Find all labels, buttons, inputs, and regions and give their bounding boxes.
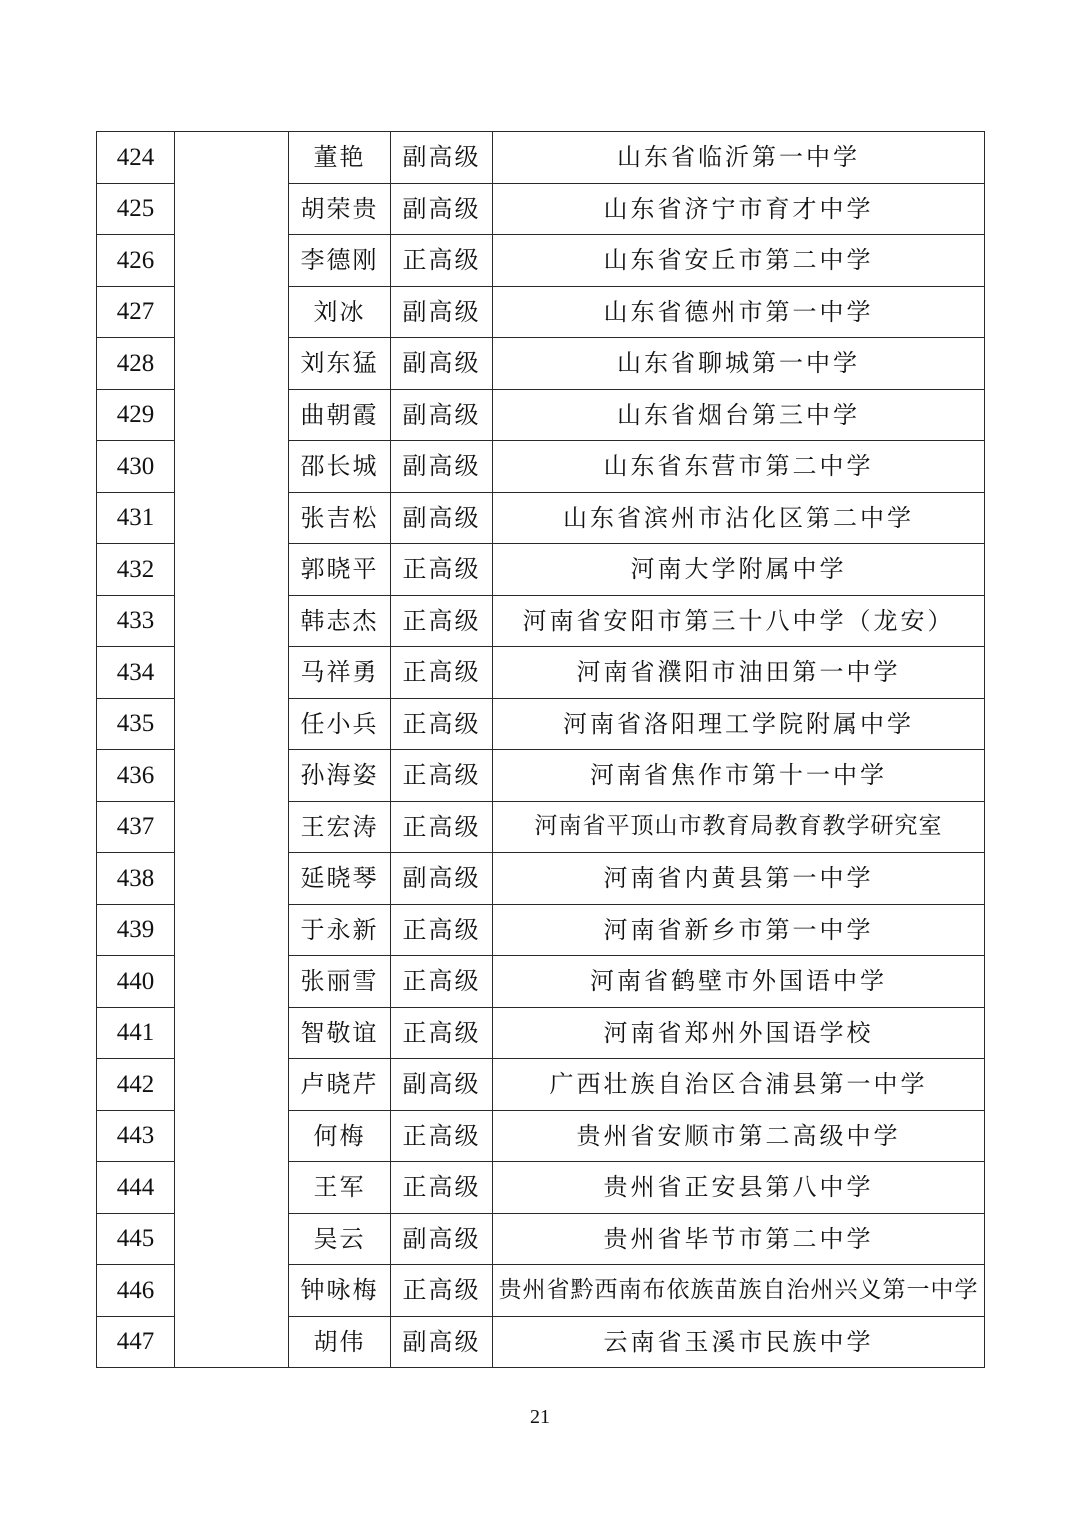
professional-title-cell: 副高级 — [391, 286, 493, 338]
school-cell: 山东省德州市第一中学 — [493, 286, 985, 338]
school-cell: 河南省郑州外国语学校 — [493, 1007, 985, 1059]
school-cell: 河南省鹤壁市外国语中学 — [493, 956, 985, 1008]
school-cell: 河南省焦作市第十一中学 — [493, 750, 985, 802]
teacher-name-cell: 于永新 — [289, 904, 391, 956]
teacher-name-cell: 智敬谊 — [289, 1007, 391, 1059]
row-number-cell: 435 — [97, 698, 175, 750]
row-number-cell: 429 — [97, 389, 175, 441]
school-cell: 山东省东营市第二中学 — [493, 441, 985, 493]
teacher-name-cell: 韩志杰 — [289, 595, 391, 647]
teacher-name-cell: 钟咏梅 — [289, 1265, 391, 1317]
professional-title-cell: 副高级 — [391, 338, 493, 390]
professional-title-cell: 副高级 — [391, 853, 493, 905]
teacher-name-cell: 任小兵 — [289, 698, 391, 750]
row-number-cell: 447 — [97, 1316, 175, 1368]
row-number-cell: 436 — [97, 750, 175, 802]
teacher-name-cell: 张吉松 — [289, 492, 391, 544]
professional-title-cell: 副高级 — [391, 441, 493, 493]
professional-title-cell: 正高级 — [391, 904, 493, 956]
professional-title-cell: 正高级 — [391, 235, 493, 287]
teacher-name-cell: 延晓琴 — [289, 853, 391, 905]
row-number-cell: 432 — [97, 544, 175, 596]
teacher-roster-table — [96, 131, 985, 1368]
teacher-name-cell: 刘冰 — [289, 286, 391, 338]
professional-title-cell: 正高级 — [391, 544, 493, 596]
professional-title-cell: 副高级 — [391, 183, 493, 235]
region-cell — [175, 132, 289, 1368]
professional-title-cell: 副高级 — [391, 389, 493, 441]
row-number-cell: 439 — [97, 904, 175, 956]
school-cell: 贵州省黔西南布依族苗族自治州兴义第一中学 — [493, 1265, 985, 1317]
school-cell: 河南省新乡市第一中学 — [493, 904, 985, 956]
school-cell: 云南省玉溪市民族中学 — [493, 1316, 985, 1368]
row-number-cell: 427 — [97, 286, 175, 338]
professional-title-cell: 副高级 — [391, 1213, 493, 1265]
school-cell: 河南省濮阳市油田第一中学 — [493, 647, 985, 699]
row-number-cell: 428 — [97, 338, 175, 390]
table-row — [97, 132, 985, 184]
row-number-cell: 443 — [97, 1110, 175, 1162]
teacher-name-cell: 卢晓芹 — [289, 1059, 391, 1111]
teacher-name-cell: 郭晓平 — [289, 544, 391, 596]
teacher-name-cell: 胡荣贵 — [289, 183, 391, 235]
school-cell: 山东省烟台第三中学 — [493, 389, 985, 441]
row-number-cell: 444 — [97, 1162, 175, 1214]
professional-title-cell: 正高级 — [391, 1110, 493, 1162]
row-number-cell: 431 — [97, 492, 175, 544]
professional-title-cell: 正高级 — [391, 647, 493, 699]
school-cell: 河南省平顶山市教育局教育教学研究室 — [493, 801, 985, 853]
row-number-cell: 437 — [97, 801, 175, 853]
professional-title-cell: 副高级 — [391, 492, 493, 544]
school-cell: 广西壮族自治区合浦县第一中学 — [493, 1059, 985, 1111]
row-number-cell: 441 — [97, 1007, 175, 1059]
school-cell: 贵州省毕节市第二中学 — [493, 1213, 985, 1265]
row-number-cell: 425 — [97, 183, 175, 235]
roster-table-body — [97, 132, 985, 1368]
page-number: 21 — [530, 1406, 550, 1428]
professional-title-cell: 正高级 — [391, 698, 493, 750]
professional-title-cell: 正高级 — [391, 1265, 493, 1317]
school-cell: 贵州省安顺市第二高级中学 — [493, 1110, 985, 1162]
teacher-name-cell: 张丽雪 — [289, 956, 391, 1008]
professional-title-cell: 正高级 — [391, 956, 493, 1008]
teacher-name-cell: 马祥勇 — [289, 647, 391, 699]
row-number-cell: 424 — [97, 132, 175, 184]
professional-title-cell: 正高级 — [391, 801, 493, 853]
teacher-name-cell: 吴云 — [289, 1213, 391, 1265]
teacher-name-cell: 李德刚 — [289, 235, 391, 287]
school-cell: 山东省聊城第一中学 — [493, 338, 985, 390]
school-cell: 山东省安丘市第二中学 — [493, 235, 985, 287]
professional-title-cell: 正高级 — [391, 1007, 493, 1059]
row-number-cell: 426 — [97, 235, 175, 287]
row-number-cell: 438 — [97, 853, 175, 905]
row-number-cell: 440 — [97, 956, 175, 1008]
teacher-name-cell: 王宏涛 — [289, 801, 391, 853]
teacher-name-cell: 邵长城 — [289, 441, 391, 493]
school-cell: 山东省滨州市沾化区第二中学 — [493, 492, 985, 544]
professional-title-cell: 正高级 — [391, 750, 493, 802]
professional-title-cell: 正高级 — [391, 1162, 493, 1214]
school-cell: 河南大学附属中学 — [493, 544, 985, 596]
row-number-cell: 446 — [97, 1265, 175, 1317]
teacher-name-cell: 董艳 — [289, 132, 391, 184]
teacher-name-cell: 何梅 — [289, 1110, 391, 1162]
professional-title-cell: 副高级 — [391, 132, 493, 184]
teacher-name-cell: 曲朝霞 — [289, 389, 391, 441]
school-cell: 河南省内黄县第一中学 — [493, 853, 985, 905]
row-number-cell: 434 — [97, 647, 175, 699]
professional-title-cell: 正高级 — [391, 595, 493, 647]
row-number-cell: 445 — [97, 1213, 175, 1265]
teacher-name-cell: 胡伟 — [289, 1316, 391, 1368]
school-cell: 山东省临沂第一中学 — [493, 132, 985, 184]
professional-title-cell: 副高级 — [391, 1316, 493, 1368]
teacher-name-cell: 王军 — [289, 1162, 391, 1214]
professional-title-cell: 副高级 — [391, 1059, 493, 1111]
school-cell: 河南省安阳市第三十八中学（龙安） — [493, 595, 985, 647]
school-cell: 贵州省正安县第八中学 — [493, 1162, 985, 1214]
school-cell: 河南省洛阳理工学院附属中学 — [493, 698, 985, 750]
row-number-cell: 433 — [97, 595, 175, 647]
school-cell: 山东省济宁市育才中学 — [493, 183, 985, 235]
row-number-cell: 430 — [97, 441, 175, 493]
teacher-name-cell: 孙海姿 — [289, 750, 391, 802]
teacher-name-cell: 刘东猛 — [289, 338, 391, 390]
row-number-cell: 442 — [97, 1059, 175, 1111]
